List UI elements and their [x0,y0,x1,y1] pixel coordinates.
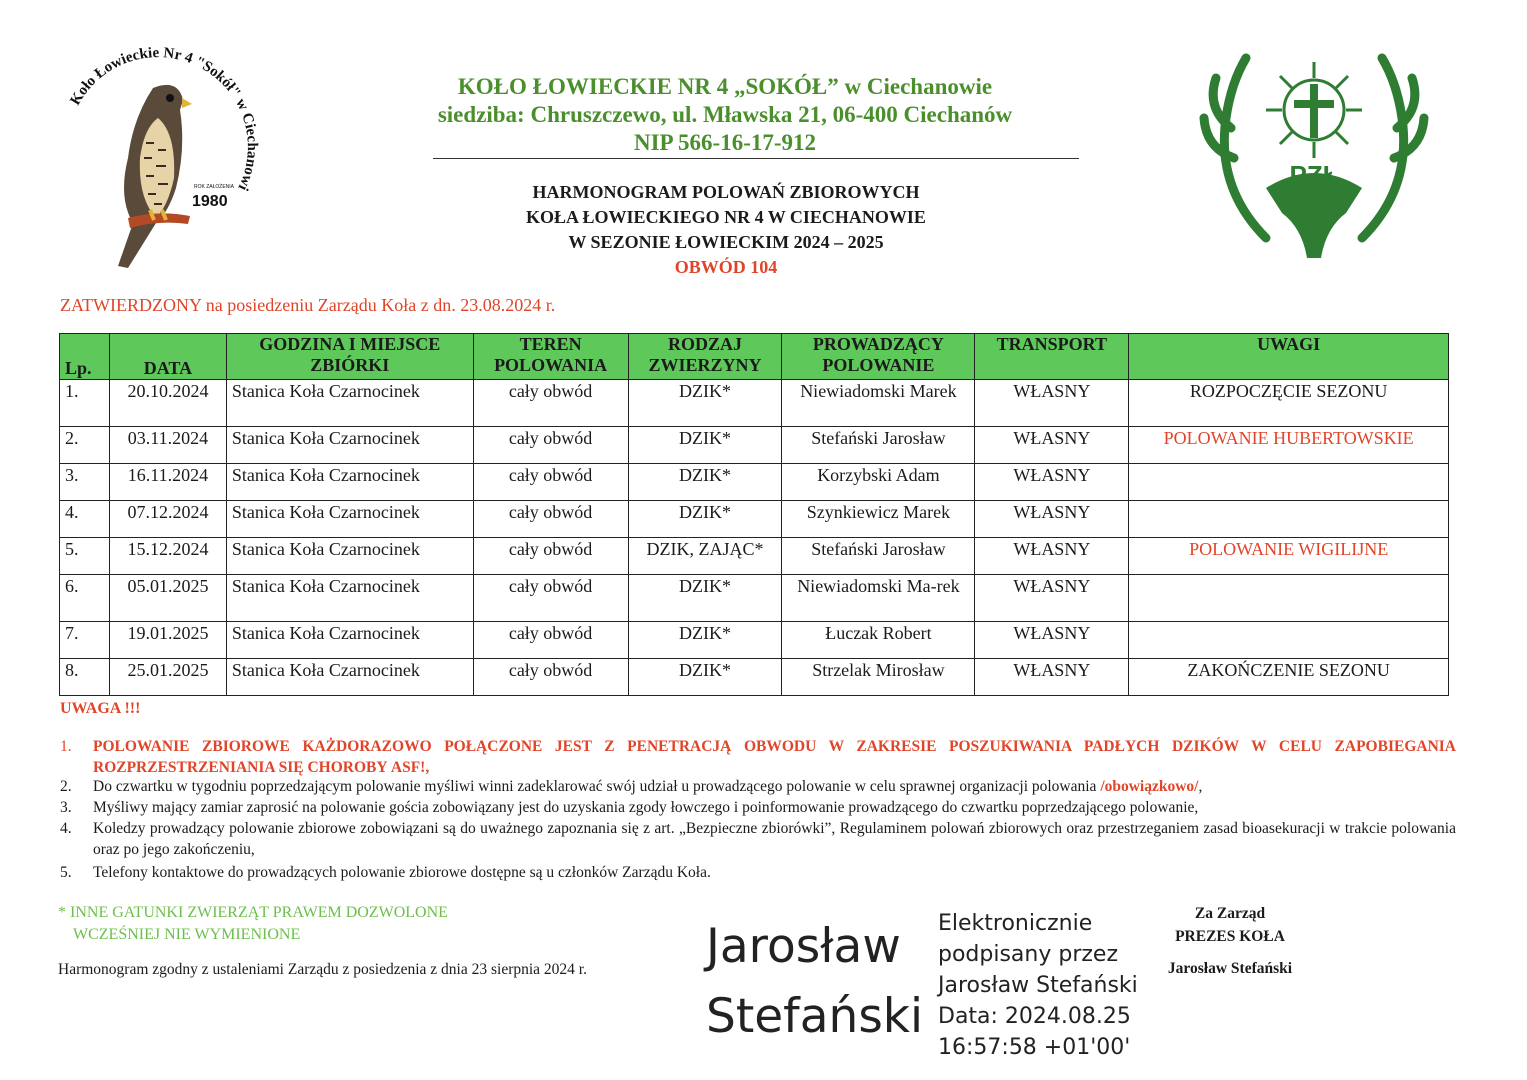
note-text-emphasis: ASF! [390,759,426,776]
cell-game: DZIK* [628,380,782,427]
table-row [60,538,1449,575]
cell-game: DZIK* [628,501,782,538]
notes-list [60,736,1460,886]
note-number: 5. [60,864,72,881]
cell-lp: 8. [60,659,110,696]
cell-transport: WŁASNY [975,464,1129,501]
table-header-row [60,334,1449,380]
cell-leader: Korzybski Adam [782,464,975,501]
title-line-2: KOŁA ŁOWIECKIEGO NR 4 W CIECHANOWIE [526,207,926,227]
hunt-schedule-table [59,333,1449,696]
note-text [93,736,1456,778]
cell-notes: ZAKOŃCZENIE SEZONU [1129,659,1449,696]
title-line-1: HARMONOGRAM POLOWAŃ ZBIOROWYCH [532,182,920,202]
note-text-emphasis: /obowiązkowo/ [1100,778,1199,795]
cell-game: DZIK* [628,575,782,622]
board-line-1: Za Zarząd [1194,905,1266,922]
cell-date: 16.11.2024 [109,464,226,501]
cell-transport: WŁASNY [975,622,1129,659]
cell-lp: 5. [60,538,110,575]
cell-meeting-place: Stanica Koła Czarnocinek [226,575,473,622]
cell-notes: POLOWANIE WIGILIJNE [1129,538,1449,575]
signature-info-3: Jarosław Stefański [938,973,1138,998]
cell-date: 05.01.2025 [109,575,226,622]
cell-game: DZIK, ZAJĄC* [628,538,782,575]
club-logo [58,38,268,274]
cell-meeting-place: Stanica Koła Czarnocinek [226,501,473,538]
note-text-main: Myśliwy mający zamiar zaprosić na polowanie gościa zobowiązany jest do uzyskania zgody łowczego i poinformowanie prowadzącego do czwartku poprzedzającego polowanie, [93,799,1199,816]
cell-meeting-place: Stanica Koła Czarnocinek [226,380,473,427]
cell-game: DZIK* [628,622,782,659]
asterisk-note-line-2: WCZEŚNIEJ NIE WYMIENIONE [73,926,301,943]
table-row [60,501,1449,538]
cell-area: cały obwód [473,464,628,501]
note-text [93,797,1456,818]
cell-game: DZIK* [628,464,782,501]
cell-leader: Stefański Jarosław [782,538,975,575]
cell-date: 15.12.2024 [109,538,226,575]
cell-area: cały obwód [473,622,628,659]
col-header-game: RODZAJ ZWIERZYNY [628,334,782,380]
notes-heading: UWAGA !!! [60,700,141,717]
note-text [93,818,1456,860]
note-number: 4. [60,820,72,837]
cell-leader: Strzelak Mirosław [782,659,975,696]
cell-area: cały obwód [473,538,628,575]
logo-small-text: ROK ZAŁOŻENIA [194,184,235,190]
note-text-main: Koledzy prowadzący polowanie zbiorowe zobowiązani są do uważnego zapoznania się z art. „Bezpieczne zbiorówki”, Regulaminem polowań zbiorowych oraz przestrzeganiem zasad bioasekuracji w trakcie polowania oraz po jego zakończeniu, [93,820,1456,858]
cell-lp: 2. [60,427,110,464]
col-header-leader: PROWADZĄCY POLOWANIE [782,334,975,380]
cell-transport: WŁASNY [975,427,1129,464]
cell-date: 07.12.2024 [109,501,226,538]
col-header-date: DATA [109,334,226,380]
note-text [93,862,1456,883]
pzl-text: PZŁ [1289,160,1339,190]
cell-leader: Niewiadomski Marek [782,380,975,427]
note-number: 2. [60,778,72,795]
title-line-3: W SEZONIE ŁOWIECKIM 2024 – 2025 [568,232,884,252]
cell-notes [1129,464,1449,501]
asterisk-note-line-1: * INNE GATUNKI ZWIERZĄT PRAWEM DOZWOLONE [58,904,448,921]
note-text-tail: , [425,759,430,776]
cell-area: cały obwód [473,575,628,622]
cell-meeting-place: Stanica Koła Czarnocinek [226,622,473,659]
col-header-lp: Lp. [60,334,110,380]
approval-note: ZATWIERDZONY na posiedzeniu Zarządu Koła z dn. 23.08.2024 r. [60,295,556,315]
cell-notes: ROZPOCZĘCIE SEZONU [1129,380,1449,427]
cell-game: DZIK* [628,427,782,464]
table-row [60,575,1449,622]
cell-game: DZIK* [628,659,782,696]
table-row [60,622,1449,659]
logo-year: 1980 [192,193,228,210]
cell-meeting-place: Stanica Koła Czarnocinek [226,538,473,575]
note-text-tail: , [1198,778,1203,795]
cell-lp: 3. [60,464,110,501]
note-text-main: Do czwartku w tygodniu poprzedzającym polowanie myśliwi winni zadeklarować swój udział u prowadzącego polowanie w celu sprawnej organizacji polowania [93,778,1101,795]
cell-transport: WŁASNY [975,538,1129,575]
note-text-main: Telefony kontaktowe do prowadzących polowanie zbiorowe dostępne są u członków Zarządu Koła. [93,864,711,881]
header-nip: NIP 566-16-17-912 [633,130,817,155]
col-header-meeting: GODZINA I MIEJSCE ZBIÓRKI [226,334,473,380]
logo-ring-text: Koło Łowieckie Nr 4 "Sokół" w Ciechanowi [67,45,260,193]
cell-area: cały obwód [473,501,628,538]
signature-info-2: podpisany przez [938,942,1119,967]
pzl-logo [1196,38,1432,266]
cell-date: 25.01.2025 [109,659,226,696]
cell-leader: Łuczak Robert [782,622,975,659]
signature-info [938,908,1138,1063]
col-header-area: TEREN POLOWANIA [473,334,628,380]
cell-lp: 6. [60,575,110,622]
cell-date: 03.11.2024 [109,427,226,464]
cell-area: cały obwód [473,659,628,696]
harmonogram-note: Harmonogram zgodny z ustaleniami Zarządu z posiedzenia z dnia 23 sierpnia 2024 r. [58,961,587,978]
board-signoff [1150,902,1310,980]
cell-notes [1129,575,1449,622]
cell-transport: WŁASNY [975,380,1129,427]
table-row [60,659,1449,696]
col-header-transport: TRANSPORT [975,334,1129,380]
title-district: OBWÓD 104 [674,257,778,277]
note-number: 1. [60,738,72,755]
cell-lp: 1. [60,380,110,427]
signature-info-4: Data: 2024.08.25 [938,1004,1131,1029]
cell-lp: 7. [60,622,110,659]
cell-date: 20.10.2024 [109,380,226,427]
signature-info-1: Elektronicznie [938,911,1093,936]
board-line-2: PREZES KOŁA [1175,928,1285,945]
signature-info-5: 16:57:58 +01'00' [938,1035,1131,1060]
cell-transport: WŁASNY [975,575,1129,622]
table-row [60,380,1449,427]
cell-meeting-place: Stanica Koła Czarnocinek [226,427,473,464]
table-row [60,427,1449,464]
header-address: siedziba: Chruszczewo, ul. Mławska 21, 06-400 Ciechanów [437,102,1013,127]
cell-notes: POLOWANIE HUBERTOWSKIE [1129,427,1449,464]
cell-leader: Szynkiewicz Marek [782,501,975,538]
col-header-notes: UWAGI [1129,334,1449,380]
signature-name-line-1: Jarosław [706,919,901,974]
asterisk-note [58,902,448,946]
signature-name-line-2: Stefański [706,989,924,1044]
header-club-name: KOŁO ŁOWIECKIE NR 4 „SOKÓŁ” w Ciechanowie [457,74,993,99]
cell-meeting-place: Stanica Koła Czarnocinek [226,659,473,696]
cell-area: cały obwód [473,380,628,427]
cell-notes [1129,622,1449,659]
board-line-3: Jarosław Stefański [1167,960,1293,977]
cell-area: cały obwód [473,427,628,464]
note-text-main: POLOWANIE ZBIOROWE KAŻDORAZOWO POŁĄCZONE JEST Z PENETRACJĄ OBWODU W ZAKRESIE POSZUKIWANIA PADŁYCH DZIKÓW W CELU ZAPOBIEGANIA ROZPRZESTRZENIANIA SIĘ CHOROBY [93,738,1456,776]
cell-lp: 4. [60,501,110,538]
cell-leader: Stefański Jarosław [782,427,975,464]
note-text [93,776,1456,797]
cell-transport: WŁASNY [975,659,1129,696]
cell-meeting-place: Stanica Koła Czarnocinek [226,464,473,501]
table-row [60,464,1449,501]
cell-date: 19.01.2025 [109,622,226,659]
cell-leader: Niewiadomski Ma-rek [782,575,975,622]
cell-notes [1129,501,1449,538]
header-divider [433,158,1079,159]
cell-transport: WŁASNY [975,501,1129,538]
note-number: 3. [60,799,72,816]
